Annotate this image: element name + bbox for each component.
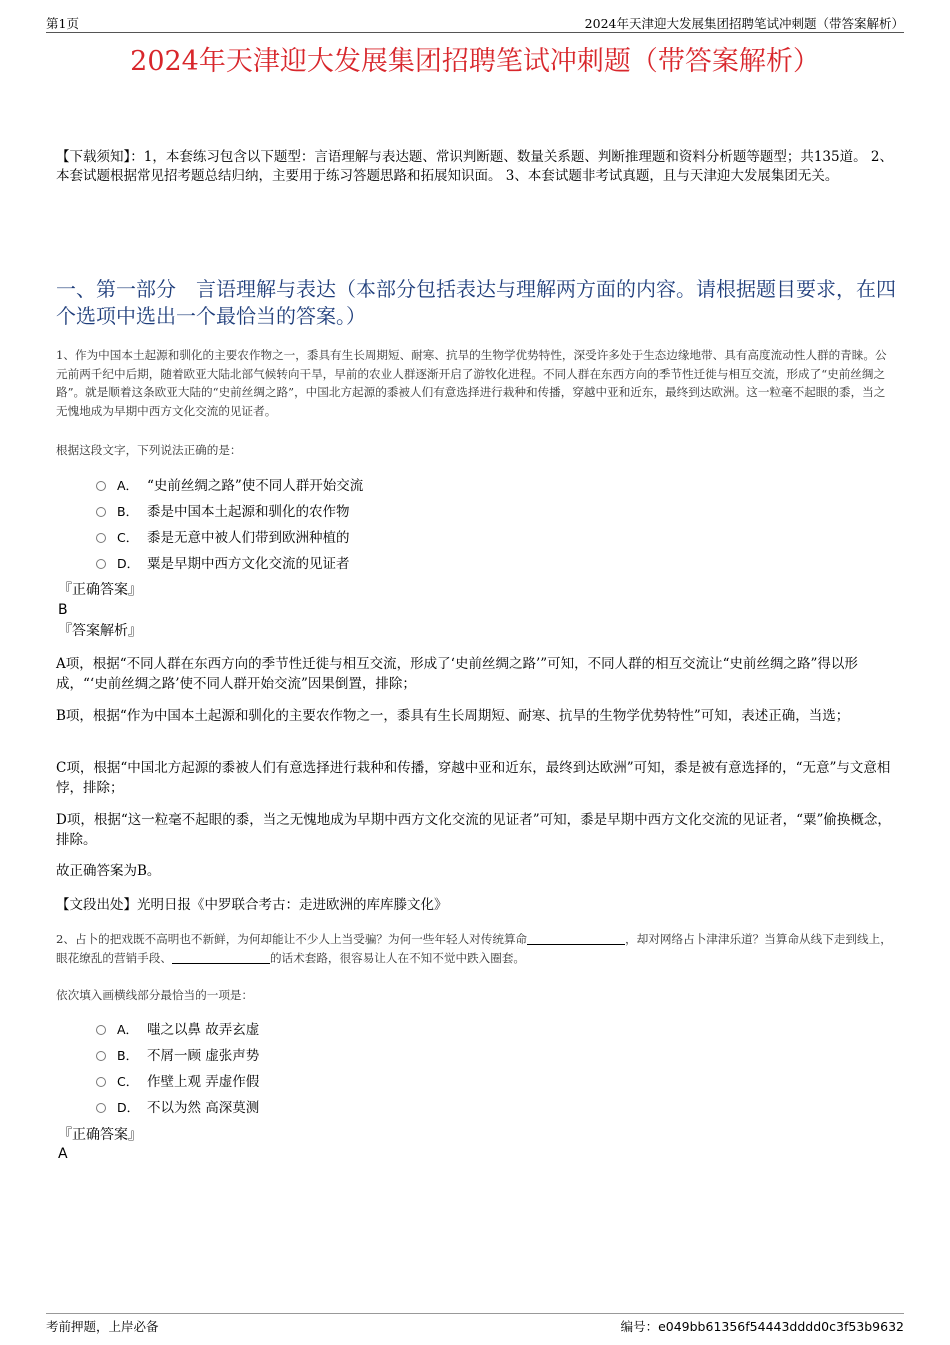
footer-slogan: 考前押题，上岸必备 <box>46 1319 159 1334</box>
q2-option-c[interactable] <box>96 1072 259 1092</box>
option-key: D． <box>117 1100 140 1115</box>
question-2-text <box>56 930 896 967</box>
option-key: C． <box>117 530 139 545</box>
radio-icon[interactable] <box>96 1103 106 1113</box>
q1-source: 【文段出处】光明日报《中罗联合考古：走进欧洲的库库滕文化》 <box>56 897 448 913</box>
q2-text-part: ，却对网络占卜津津乐道？当算命从线下走到线上，眼花缭乱的营销手段、 <box>56 932 892 965</box>
q1-option-d[interactable] <box>96 554 350 574</box>
q2-answer-label: 『正确答案』 <box>58 1127 142 1143</box>
q1-option-b[interactable] <box>96 502 350 522</box>
option-key: D． <box>117 556 140 571</box>
q1-analysis-c: C项，根据“中国北方起源的黍被人们有意选择进行栽种和传播，穿越中亚和近东，最终到达欧洲”可知，黍是被有意选择的，“无意”与文意相悖，排除； <box>56 760 891 796</box>
q1-analysis-b: B项，根据“作为中国本土起源和驯化的主要农作物之一，黍具有生长周期短、耐寒、抗旱的生物学优势特性”可知，表述正确，当选； <box>56 708 850 724</box>
radio-icon[interactable] <box>96 1051 106 1061</box>
radio-icon[interactable] <box>96 1025 106 1035</box>
page-header <box>46 14 904 33</box>
radio-icon[interactable] <box>96 533 106 543</box>
radio-icon[interactable] <box>96 507 106 517</box>
footer-code <box>621 1317 904 1335</box>
q2-option-a[interactable] <box>96 1020 259 1040</box>
radio-icon[interactable] <box>96 1077 106 1087</box>
option-text: 不屑一顾 虚张声势 <box>147 1048 260 1064</box>
section-title: 一、第一部分 言语理解与表达（本部分包括表达与理解两方面的内容。请根据题目要求，在四个选项中选出一个最恰当的答案。） <box>56 277 896 328</box>
q1-answer-label: 『正确答案』 <box>58 582 142 598</box>
page-title: 2024年天津迎大发展集团招聘笔试冲刺题（带答案解析） <box>130 46 820 77</box>
option-key: B． <box>117 504 139 519</box>
header-doc-title: 2024年天津迎大发展集团招聘笔试冲刺题（带答案解析） <box>584 16 904 31</box>
option-text: 粟是早期中西方文化交流的见证者 <box>147 556 350 572</box>
q1-conclusion: 故正确答案为B。 <box>56 863 161 879</box>
radio-icon[interactable] <box>96 559 106 569</box>
option-text: “史前丝绸之路”使不同人群开始交流 <box>147 478 364 494</box>
q2-answer: A <box>58 1146 68 1162</box>
question-1-text: 1、作为中国本土起源和驯化的主要农作物之一，黍具有生长周期短、耐寒、抗旱的生物学优势特性，深受许多处于生态边缘地带、具有高度流动性人群的青睐。公元前两千纪中后期，随着欧亚大陆北部气候转向干旱，早前的农业人群逐渐开启了游牧化进程。不同人群在东西方向的季节性迁徙与相互交流，形成了“史前丝绸之路”。就是顺着这条欧亚大陆的“史前丝绸之路”，中国北方起源的黍被人们有意选择进行栽种和传播，穿越中亚和近东，最终到达欧洲。这一粒毫不起眼的黍，当之无愧地成为早期中西方文化交流的见证者。 <box>56 348 887 418</box>
page-footer <box>46 1313 904 1334</box>
q1-analysis-label: 『答案解析』 <box>58 623 142 639</box>
question-1-prompt: 根据这段文字，下列说法正确的是： <box>56 443 242 457</box>
q2-option-b[interactable] <box>96 1046 259 1066</box>
option-key: A． <box>117 1022 139 1037</box>
fill-blank-2[interactable] <box>172 951 270 964</box>
q2-text-part: 的话术套路，很容易让人在不知不觉中跌入圈套。 <box>269 950 526 965</box>
page-number: 第1页 <box>46 16 79 31</box>
question-2-prompt: 依次填入画横线部分最恰当的一项是： <box>56 988 254 1002</box>
option-text: 嗤之以鼻 故弄玄虚 <box>147 1022 260 1038</box>
download-notice: 【下载须知】：1，本套练习包含以下题型：言语理解与表达题、常识判断题、数量关系题、判断推理题和资料分析题等题型；共135道。 2、本套试题根据常见招考题总结归纳，主要用于练习答题思路和拓展知识面。 3、本套试题非考试真题，且与天津迎大发展集团无关。 <box>56 149 893 184</box>
option-key: A． <box>117 478 139 493</box>
q2-text-part: 2、占卜的把戏既不高明也不新鲜，为何却能让不少人上当受骗？为何一些年轻人对传统算命 <box>56 932 528 946</box>
radio-icon[interactable] <box>96 481 106 491</box>
fill-blank-1[interactable] <box>527 932 625 945</box>
option-text: 作壁上观 弄虚作假 <box>147 1074 260 1090</box>
q1-analysis-a: A项，根据“不同人群在东西方向的季节性迁徙与相互交流，形成了‘史前丝绸之路’”可知，不同人群的相互交流让“史前丝绸之路”得以形成，“‘史前丝绸之路’使不同人群开始交流”因果倒置，排除； <box>56 656 858 692</box>
q1-answer: B <box>58 602 68 618</box>
option-key: B． <box>117 1048 139 1063</box>
q1-analysis-d: D项，根据“这一粒毫不起眼的黍，当之无愧地成为早期中西方文化交流的见证者”可知，黍是早期中西方文化交流的见证者，“粟”偷换概念，排除。 <box>56 812 891 848</box>
option-text: 黍是中国本土起源和驯化的农作物 <box>147 504 350 520</box>
q1-option-a[interactable] <box>96 476 363 496</box>
q2-option-d[interactable] <box>96 1098 259 1118</box>
option-text: 不以为然 高深莫测 <box>147 1100 260 1116</box>
option-text: 黍是无意中被人们带到欧洲种植的 <box>147 530 350 546</box>
option-key: C． <box>117 1074 139 1089</box>
q1-option-c[interactable] <box>96 528 350 548</box>
footer-code-value: e049bb61356f54443dddd0c3f53b9632 <box>658 1319 904 1334</box>
footer-code-label: 编号： <box>620 1319 659 1334</box>
